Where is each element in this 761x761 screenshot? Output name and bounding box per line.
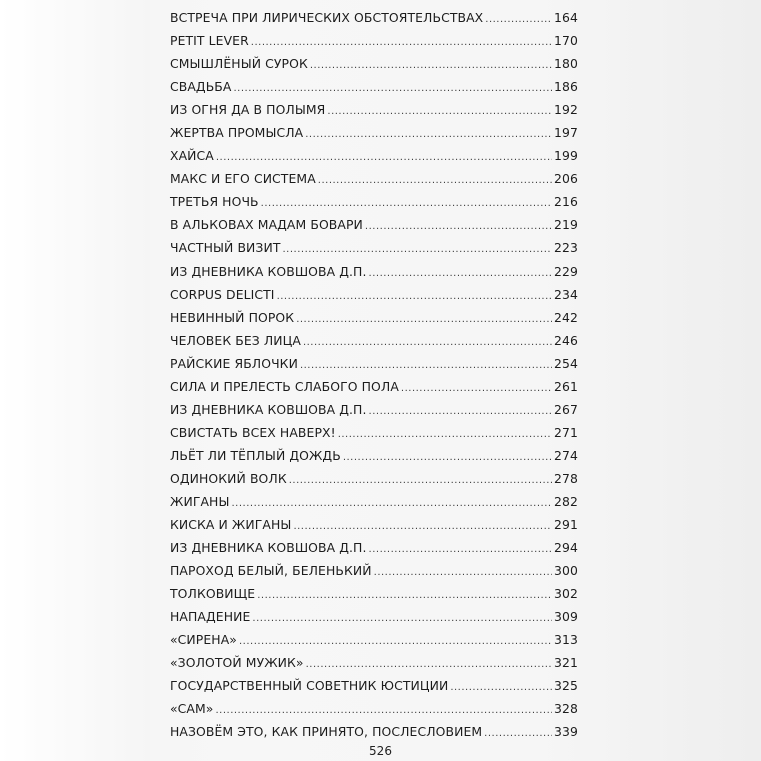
toc-leader-dots [374, 567, 552, 578]
toc-entry-page: 271 [554, 424, 578, 440]
toc-leader-dots [401, 383, 552, 394]
toc-entry [170, 194, 578, 217]
toc-entry-page: 291 [554, 517, 578, 533]
toc-leader-dots [296, 314, 552, 325]
toc-entry-title: МАКС И ЕГО СИСТЕМА [170, 171, 316, 187]
toc-entry-page: 294 [554, 540, 578, 556]
toc-entry-title: ХАЙСА [170, 148, 214, 164]
toc-leader-dots [343, 452, 552, 463]
toc-entry-page: 321 [554, 655, 578, 671]
toc-entry [170, 264, 578, 287]
toc-entry [170, 701, 578, 724]
toc-entry-title: ЛЬЁТ ЛИ ТЁПЛЫЙ ДОЖДЬ [170, 447, 341, 463]
table-of-contents [170, 10, 578, 748]
toc-entry-title: ГОСУДАРСТВЕННЫЙ СОВЕТНИК ЮСТИЦИИ [170, 678, 449, 694]
toc-leader-dots [327, 106, 552, 117]
toc-entry-title: НЕВИННЫЙ ПОРОК [170, 309, 295, 325]
toc-entry-page: 197 [554, 125, 578, 141]
toc-entry [170, 356, 578, 379]
toc-entry-page: 223 [554, 240, 578, 256]
toc-leader-dots [369, 406, 553, 417]
toc-leader-dots [305, 129, 552, 140]
toc-entry [170, 56, 578, 79]
toc-entry-title: ЧАСТНЫЙ ВИЗИТ [170, 240, 281, 256]
toc-entry [170, 33, 578, 56]
toc-entry [170, 655, 578, 678]
toc-entry [170, 586, 578, 609]
toc-entry-page: 229 [554, 263, 578, 279]
toc-leader-dots [300, 360, 552, 371]
toc-entry-title: КИСКА И ЖИГАНЫ [170, 517, 292, 533]
toc-entry-title: ИЗ ДНЕВНИКА КОВШОВА Д.П. [170, 540, 367, 556]
toc-entry-page: 274 [554, 447, 578, 463]
toc-entry-title: В АЛЬКОВАХ МАДАМ БОВАРИ [170, 217, 363, 233]
toc-entry-page: 216 [554, 194, 578, 210]
toc-leader-dots [293, 521, 552, 532]
toc-entry-page: 282 [554, 493, 578, 509]
toc-leader-dots [369, 268, 553, 279]
toc-entry-title: НАЗОВЁМ ЭТО, КАК ПРИНЯТО, ПОСЛЕСЛОВИЕМ [170, 724, 483, 740]
toc-entry [170, 287, 578, 310]
toc-leader-dots [306, 659, 552, 670]
toc-entry [170, 678, 578, 701]
toc-entry-title: «САМ» [170, 701, 214, 717]
toc-entry-title: ИЗ ДНЕВНИКА КОВШОВА Д.П. [170, 263, 367, 279]
toc-entry-page: 313 [554, 632, 578, 648]
toc-leader-dots [365, 221, 552, 232]
toc-entry-title: СВИСТАТЬ ВСЕХ НАВЕРХ! [170, 424, 336, 440]
toc-leader-dots [310, 60, 552, 71]
toc-entry-page: 234 [554, 286, 578, 302]
toc-leader-dots [369, 544, 553, 555]
toc-entry [170, 310, 578, 333]
toc-entry-title: СМЫШЛЁНЫЙ СУРОК [170, 56, 308, 72]
toc-leader-dots [283, 244, 553, 255]
toc-entry-page: 278 [554, 470, 578, 486]
toc-entry-title: ОДИНОКИЙ ВОЛК [170, 470, 287, 486]
toc-leader-dots [484, 728, 552, 739]
toc-entry [170, 79, 578, 102]
toc-entry-title: ЖЕРТВА ПРОМЫСЛА [170, 125, 304, 141]
toc-entry-page: 164 [554, 10, 578, 25]
toc-entry-page: 186 [554, 79, 578, 95]
toc-entry-title: ТРЕТЬЯ НОЧЬ [170, 194, 259, 210]
toc-entry-title: РАЙСКИЕ ЯБЛОЧКИ [170, 355, 298, 371]
toc-leader-dots [277, 291, 552, 302]
toc-entry-title: ИЗ ОГНЯ ДА В ПОЛЫМЯ [170, 102, 326, 118]
toc-leader-dots [303, 337, 552, 348]
toc-entry [170, 217, 578, 240]
toc-entry-title: ТОЛКОВИЩЕ [170, 586, 256, 602]
toc-leader-dots [252, 613, 552, 624]
toc-entry-title: ИЗ ДНЕВНИКА КОВШОВА Д.П. [170, 401, 367, 417]
toc-entry-title: ЧЕЛОВЕК БЕЗ ЛИЦА [170, 332, 301, 348]
toc-entry [170, 494, 578, 517]
toc-leader-dots [215, 705, 552, 716]
toc-entry [170, 540, 578, 563]
toc-entry-title: PETIT LEVER [170, 33, 249, 49]
page-margin [0, 0, 150, 761]
toc-entry [170, 240, 578, 263]
toc-entry-page: 206 [554, 171, 578, 187]
toc-leader-dots [251, 37, 552, 48]
toc-entry [170, 402, 578, 425]
toc-leader-dots [318, 175, 552, 186]
toc-entry-page: 267 [554, 401, 578, 417]
toc-entry-page: 309 [554, 609, 578, 625]
toc-entry-title: «ЗОЛОТОЙ МУЖИК» [170, 655, 304, 671]
toc-entry-title: ПАРОХОД БЕЛЫЙ, БЕЛЕНЬКИЙ [170, 563, 372, 579]
toc-entry-page: 302 [554, 586, 578, 602]
toc-entry-page: 170 [554, 33, 578, 49]
toc-entry [170, 563, 578, 586]
toc-entry-title: НАПАДЕНИЕ [170, 609, 251, 625]
toc-entry-page: 242 [554, 309, 578, 325]
toc-entry-title: ВСТРЕЧА ПРИ ЛИРИЧЕСКИХ ОБСТОЯТЕЛЬСТВАХ [170, 10, 484, 25]
toc-entry [170, 379, 578, 402]
toc-leader-dots [239, 636, 552, 647]
toc-entry [170, 425, 578, 448]
toc-entry-title: ЖИГАНЫ [170, 493, 230, 509]
toc-entry [170, 609, 578, 632]
toc-leader-dots [338, 429, 552, 440]
toc-entry-page: 300 [554, 563, 578, 579]
toc-entry [170, 471, 578, 494]
toc-entry-page: 219 [554, 217, 578, 233]
toc-leader-dots [216, 152, 552, 163]
toc-entry-title: СВАДЬБА [170, 79, 232, 95]
toc-entry-page: 254 [554, 355, 578, 371]
toc-entry-page: 325 [554, 678, 578, 694]
toc-leader-dots [261, 198, 552, 209]
toc-entry [170, 632, 578, 655]
toc-entry-title: CORPUS DELICTI [170, 286, 275, 302]
toc-entry [170, 517, 578, 540]
toc-entry-title: «СИРЕНА» [170, 632, 237, 648]
toc-entry-page: 261 [554, 378, 578, 394]
toc-leader-dots [232, 498, 553, 509]
toc-entry [170, 171, 578, 194]
toc-entry [170, 10, 578, 33]
toc-entry [170, 448, 578, 471]
toc-leader-dots [257, 590, 552, 601]
page-number: 526 [369, 744, 392, 758]
toc-entry-page: 180 [554, 56, 578, 72]
toc-leader-dots [289, 475, 552, 486]
toc-entry [170, 148, 578, 171]
toc-leader-dots [485, 14, 552, 25]
toc-entry-page: 339 [554, 724, 578, 740]
toc-entry-page: 199 [554, 148, 578, 164]
toc-leader-dots [234, 83, 553, 94]
toc-entry [170, 125, 578, 148]
toc-entry-page: 192 [554, 102, 578, 118]
toc-leader-dots [450, 682, 552, 693]
toc-entry-page: 246 [554, 332, 578, 348]
toc-entry [170, 102, 578, 125]
toc-entry-page: 328 [554, 701, 578, 717]
toc-entry-title: СИЛА И ПРЕЛЕСТЬ СЛАБОГО ПОЛА [170, 378, 399, 394]
toc-entry [170, 333, 578, 356]
